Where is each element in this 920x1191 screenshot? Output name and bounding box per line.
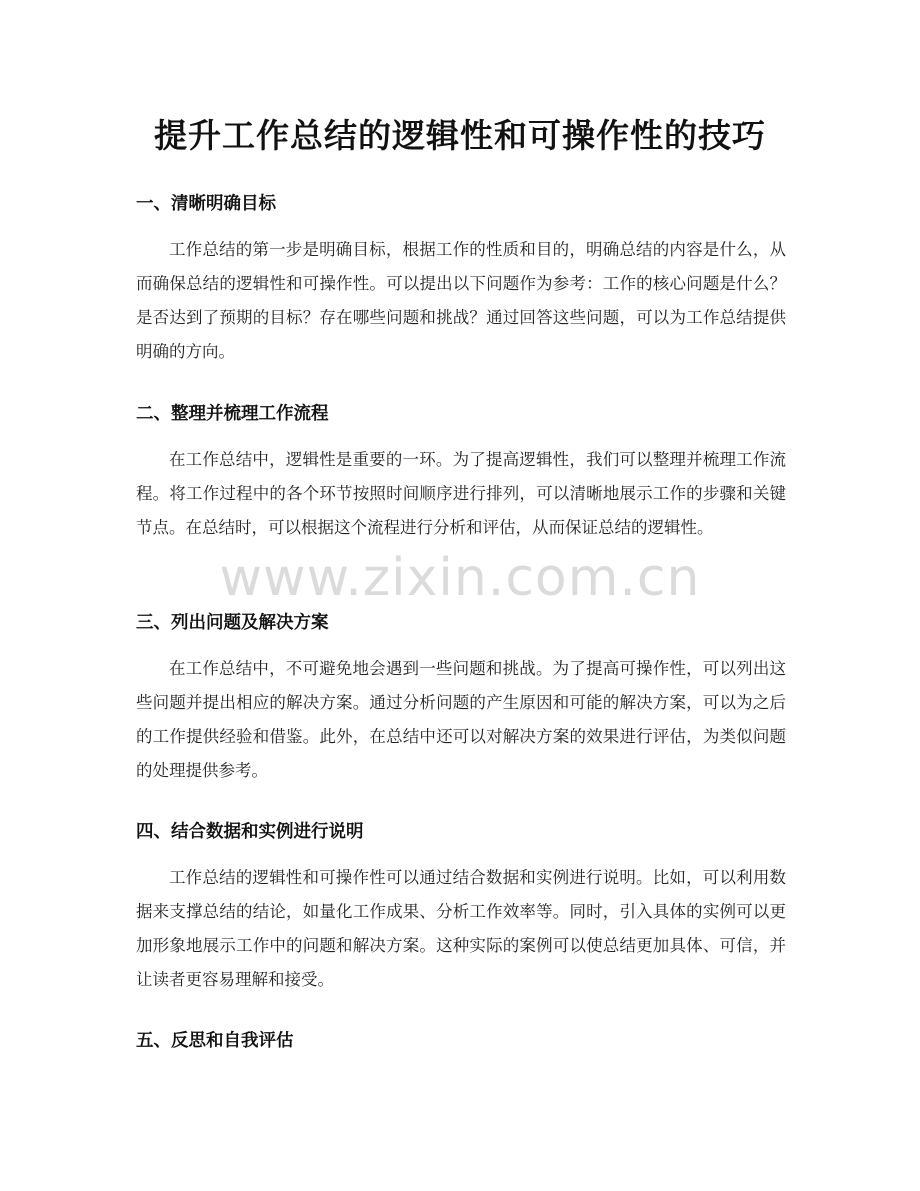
watermark: www.zixin.com.cn — [219, 548, 701, 608]
section-heading-2: 二、整理并梳理工作流程 — [136, 404, 329, 424]
section-paragraph-4: 工作总结的逻辑性和可操作性可以通过结合数据和实例进行说明。比如，可以利用数据来支撑总结的结论，如量化工作成果、分析工作效率等。同时，引入具体的实例可以更加形象地展示工作中的问题和解决方案。这种实际的案例可以使总结更加具体、可信，并让读者更容易理解和接受。 — [136, 868, 786, 989]
document-title: 提升工作总结的逻辑性和可操作性的技巧 — [154, 116, 766, 155]
section-paragraph-2: 在工作总结中，逻辑性是重要的一环。为了提高逻辑性，我们可以整理并梳理工作流程。将工作过程中的各个环节按照时间顺序进行排列，可以清晰地展示工作的步骤和关键节点。在总结时，可以根据这个流程进行分析和评估，从而保证总结的逻辑性。 — [136, 450, 786, 537]
section-heading-3: 三、列出问题及解决方案 — [136, 613, 329, 633]
section-heading-1: 一、清晰明确目标 — [136, 194, 276, 214]
section-heading-4: 四、结合数据和实例进行说明 — [136, 822, 364, 842]
section-paragraph-1: 工作总结的第一步是明确目标，根据工作的性质和目的，明确总结的内容是什么，从而确保总结的逻辑性和可操作性。可以提出以下问题作为参考：工作的核心问题是什么？是否达到了预期的目标？存在哪些问题和挑战？通过回答这些问题，可以为工作总结提供明确的方向。 — [136, 240, 786, 361]
section-paragraph-3: 在工作总结中，不可避免地会遇到一些问题和挑战。为了提高可操作性，可以列出这些问题并提出相应的解决方案。通过分析问题的产生原因和可能的解决方案，可以为之后的工作提供经验和借鉴。此外，在总结中还可以对解决方案的效果进行评估，为类似问题的处理提供参考。 — [136, 659, 786, 780]
section-heading-5: 五、反思和自我评估 — [136, 1031, 294, 1051]
